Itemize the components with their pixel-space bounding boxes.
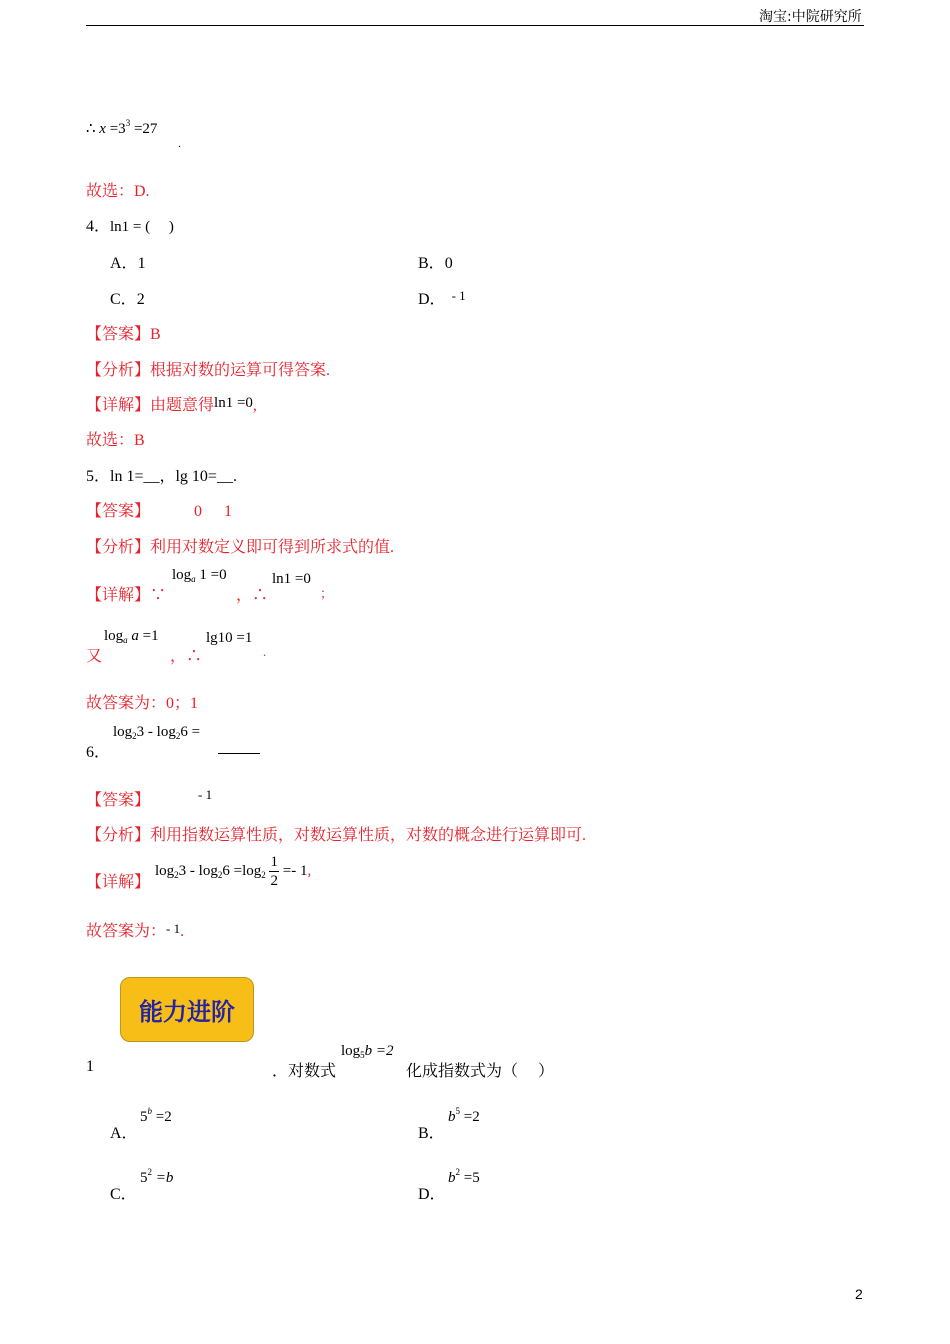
q4-expression: ln1 = ( ) xyxy=(110,219,174,235)
p1-text xyxy=(272,1058,336,1081)
log-text: log xyxy=(156,724,176,740)
option-letter: C． xyxy=(110,291,137,308)
p1-option-b-letter: B． xyxy=(418,1125,445,1142)
therefore-symbol: ∴ xyxy=(86,121,96,137)
q5-period: . xyxy=(263,644,267,659)
q5-formula-3 xyxy=(104,628,159,645)
fraction-denominator: 2 xyxy=(270,873,278,889)
analysis-text: 根据对数的运算可得答案. xyxy=(150,362,331,379)
q4-option-d xyxy=(418,286,466,309)
formula-rest: =2 xyxy=(460,1109,480,1125)
q4-choice: 故选：B xyxy=(86,432,145,449)
log-text: log xyxy=(341,1043,361,1059)
p1-option-b-formula xyxy=(448,1106,480,1126)
fraction-numerator: 1 xyxy=(270,854,278,870)
expr-result: =- 1 xyxy=(282,863,308,879)
q5-again: 又 xyxy=(86,648,103,665)
p1-option-d-letter: D． xyxy=(418,1186,446,1203)
var-a: a xyxy=(131,628,139,644)
q4-detail xyxy=(86,392,257,415)
answer-label: 【答案】 xyxy=(86,326,151,343)
log-base: a xyxy=(191,574,196,584)
q4-question xyxy=(86,213,174,236)
p1-option-a-letter: A． xyxy=(110,1125,138,1142)
q6-detail-label: 【详解】 xyxy=(86,874,151,891)
q6-final xyxy=(86,918,184,941)
option-letter: D． xyxy=(418,291,446,308)
expr-part-1: 3 - xyxy=(136,724,157,740)
detail-tail: , xyxy=(252,397,257,414)
header-shop-name: 淘宝:中院研究所 xyxy=(759,9,862,25)
q4-analysis xyxy=(86,357,330,380)
p1-number: 1 xyxy=(86,1058,94,1075)
option-value: 0 xyxy=(444,255,453,272)
formula-rest: =5 xyxy=(460,1170,480,1186)
formula-rest: =1 xyxy=(138,628,159,644)
formula-base: b xyxy=(448,1170,456,1186)
log-base: 5 xyxy=(360,1050,365,1060)
q5-final: 故答案为：0；1 xyxy=(86,695,199,712)
q6-number: 6． xyxy=(86,744,111,761)
option-value: 1 xyxy=(137,255,146,272)
option-value: 2 xyxy=(136,291,145,308)
log-text: log xyxy=(172,567,192,583)
formula-rest: b =2 xyxy=(364,1043,394,1059)
q5-detail-label xyxy=(86,582,166,605)
final-value: - 1 xyxy=(166,921,181,936)
p1-option-c-letter: C． xyxy=(110,1186,137,1203)
log-text: log xyxy=(198,863,218,879)
q6-detail-formula xyxy=(155,853,311,890)
q6-expression xyxy=(113,724,200,741)
section-badge xyxy=(120,977,254,1042)
expr-part-2: 6 = xyxy=(180,724,201,740)
q4-option-b xyxy=(418,250,453,273)
detail-label: 【详解】 xyxy=(86,397,151,414)
formula-base: 5 xyxy=(140,1109,148,1125)
section-badge-label: 能力进阶 xyxy=(139,998,235,1026)
answer-value: B xyxy=(150,326,161,343)
p1-option-c-formula xyxy=(140,1167,173,1187)
therefore-symbol: ∴ xyxy=(186,648,203,665)
q5-formula-1 xyxy=(172,567,227,584)
q5-formula-4: lg10 =1 xyxy=(206,630,253,646)
option-value: - 1 xyxy=(451,288,466,303)
log-base: 2 xyxy=(217,870,223,880)
expr-part-1: 3 - xyxy=(178,863,199,879)
analysis-text: 利用对数定义即可得到所求式的值. xyxy=(150,539,395,556)
option-letter: B． xyxy=(418,255,445,272)
therefore-symbol: ∴ xyxy=(252,587,269,604)
formula-base: b xyxy=(448,1109,456,1125)
log-base: 2 xyxy=(175,731,181,741)
q6-answer-label: 【答案】 xyxy=(86,792,151,809)
log-base: 2 xyxy=(174,870,179,880)
formula-exponent: b xyxy=(147,1106,152,1116)
formula-base: 5 xyxy=(140,1170,148,1186)
final-dot: . xyxy=(180,923,185,940)
analysis-text: 利用指数运算性质，对数运算性质，对数的概念进行运算即可. xyxy=(150,827,587,844)
p1-option-a-formula xyxy=(140,1106,172,1126)
fraction-one-half xyxy=(269,853,279,890)
log-base: 2 xyxy=(132,731,137,741)
p1-text-1: 对数式 xyxy=(288,1063,337,1080)
answer-label: 【答案】 xyxy=(86,503,151,520)
q4-number: 4． xyxy=(86,218,111,235)
analysis-label: 【分析】 xyxy=(86,362,151,379)
formula-rest: =2 xyxy=(152,1109,172,1125)
q5-question: 5．ln 1=__，lg 10=__. xyxy=(86,468,237,485)
continuation-formula xyxy=(86,118,157,138)
log-text: log xyxy=(113,724,133,740)
q6-analysis xyxy=(86,822,586,845)
answer-value-2: 1 xyxy=(224,503,233,520)
eq-part-2: =27 xyxy=(130,121,158,137)
q4-answer xyxy=(86,321,161,344)
formula-rest: 1 =0 xyxy=(195,567,227,583)
option-letter: A． xyxy=(110,255,138,272)
formula-rest: =b xyxy=(152,1170,174,1186)
formula-exponent: 2 xyxy=(147,1167,152,1177)
q6-answer-blank xyxy=(218,753,260,754)
p1-text-2: 化成指数式为（ ） xyxy=(406,1063,555,1080)
q5-comma xyxy=(236,582,268,605)
detail-label: 【详解】 xyxy=(86,587,151,604)
q5-formula-2: ln1 =0 xyxy=(272,571,311,587)
q5-answer xyxy=(86,498,232,521)
detail-text: 由题意得 xyxy=(150,397,215,414)
continuation-choice: 故选：D. xyxy=(86,183,150,200)
q5-comma-2 xyxy=(170,643,202,666)
formula-exponent: 5 xyxy=(455,1106,460,1116)
q4-option-a xyxy=(110,250,146,273)
q5-semicolon: ； xyxy=(320,586,334,601)
q4-option-c xyxy=(110,286,145,309)
analysis-label: 【分析】 xyxy=(86,539,151,556)
q5-analysis xyxy=(86,534,394,557)
q6-answer-value: - 1 xyxy=(198,787,213,802)
p1-formula xyxy=(341,1043,394,1060)
log-text: log xyxy=(242,863,262,879)
answer-value-1: 0 xyxy=(194,503,203,520)
comma: ， xyxy=(236,587,253,604)
header-rule xyxy=(86,25,864,26)
formula-exponent: 2 xyxy=(455,1167,460,1177)
p1-dot: ． xyxy=(272,1063,289,1080)
detail-formula: ln1 =0 xyxy=(214,395,253,411)
exponent: 3 xyxy=(125,118,131,128)
log-text: log xyxy=(155,863,175,879)
because-symbol: ∵ xyxy=(150,587,167,604)
page-number: 2 xyxy=(855,1286,863,1302)
log-base: 2 xyxy=(261,870,266,880)
detail-tail: , xyxy=(307,863,312,879)
log-base: a xyxy=(123,635,128,645)
comma: ， xyxy=(170,648,187,665)
var-x: x xyxy=(99,121,106,137)
final-label: 故答案为： xyxy=(86,923,167,940)
eq-part-1: =3 xyxy=(105,121,126,137)
p1-option-d-formula xyxy=(448,1167,480,1187)
analysis-label: 【分析】 xyxy=(86,827,151,844)
log-text: log xyxy=(104,628,124,644)
formula-period: . xyxy=(178,136,181,150)
expr-part-2: 6 = xyxy=(222,863,243,879)
